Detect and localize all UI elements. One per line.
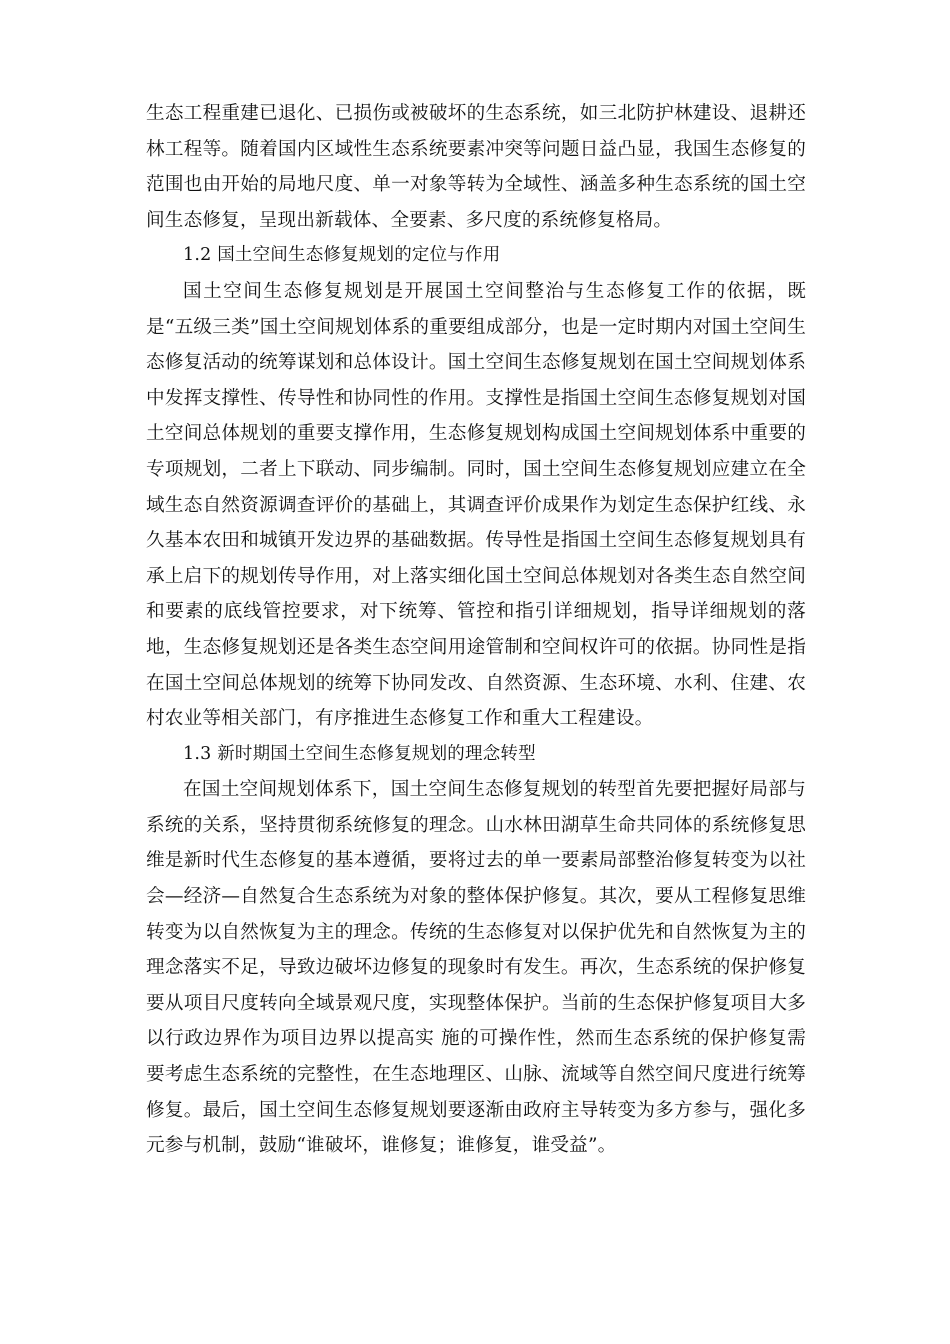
paragraph-positioning-role: 国土空间生态修复规划是开展国土空间整治与生态修复工作的依据，既是“五级三类”国土空间规划体系的重要组成部分，也是一定时期内对国土空间生态修复活动的统筹谋划和总体设计。国土空间生态修复规划在国土空间规划体系中发挥支撑性、传导性和协同性的作用。支撑性是指国土空间生态修复规划对国土空间总体规划的重要支撑作用，生态修复规划构成国土空间规划体系中重要的专项规划，二者上下联动、同步编制。同时，国土空间生态修复规划应建立在全域生态自然资源调查评价的基础上，其调查评价成果作为划定生态保护红线、永久基本农田和城镇开发边界的基础数据。传导性是指国土空间生态修复规划具有承上启下的规划传导作用，对上落实细化国土空间总体规划对各类生态自然空间和要素的底线管控要求，对下统筹、管控和指引详细规划，指导详细规划的落地，生态修复规划还是各类生态空间用途管制和空间权许可的依据。协同性是指在国土空间总体规划的统筹下协同发改、自然资源、生态环境、水利、住建、农村农业等相关部门，有序推进生态修复工作和重大工程建设。 [146,280,806,730]
section-heading-1-3: 1.3 新时期国土空间生态修复规划的理念转型 [183,743,536,764]
paragraph-continuation: 生态工程重建已退化、已损伤或被破坏的生态系统，如三北防护林建设、退耕还林工程等。随着国内区域性生态系统要素冲突等问题日益凸显，我国生态修复的范围也由开始的局地尺度、单一对象等转为全域性、涵盖多种生态系统的国土空间生态修复，呈现出新载体、全要素、多尺度的系统修复格局。 [146,103,806,231]
document-page [146,96,806,1164]
section-heading-1-2: 1.2 国土空间生态修复规划的定位与作用 [183,245,501,266]
paragraph-concept-transformation: 在国土空间规划体系下，国土空间生态修复规划的转型首先要把握好局部与系统的关系，坚持贯彻系统修复的理念。山水林田湖草生命共同体的系统修复思维是新时代生态修复的基本遵循，要将过去的单一要素局部整治修复转变为以社会—经济—自然复合生态系统为对象的整体保护修复。其次，要从工程修复思维转变为以自然恢复为主的理念。传统的生态修复对以保护优先和自然恢复为主的理念落实不足，导致边破坏边修复的现象时有发生。再次，生态系统的保护修复要从项目尺度转向全域景观尺度，实现整体保护。当前的生态保护修复项目大多以行政边界作为项目边界以提高实 施的可操作性，然而生态系统的保护修复需要考虑生态系统的完整性，在生态地理区、山脉、流域等自然空间尺度进行统筹修复。最后，国土空间生态修复规划要逐渐由政府主导转变为多方参与，强化多元参与机制，鼓励“谁破坏，谁修复；谁修复，谁受益”。 [146,779,806,1157]
